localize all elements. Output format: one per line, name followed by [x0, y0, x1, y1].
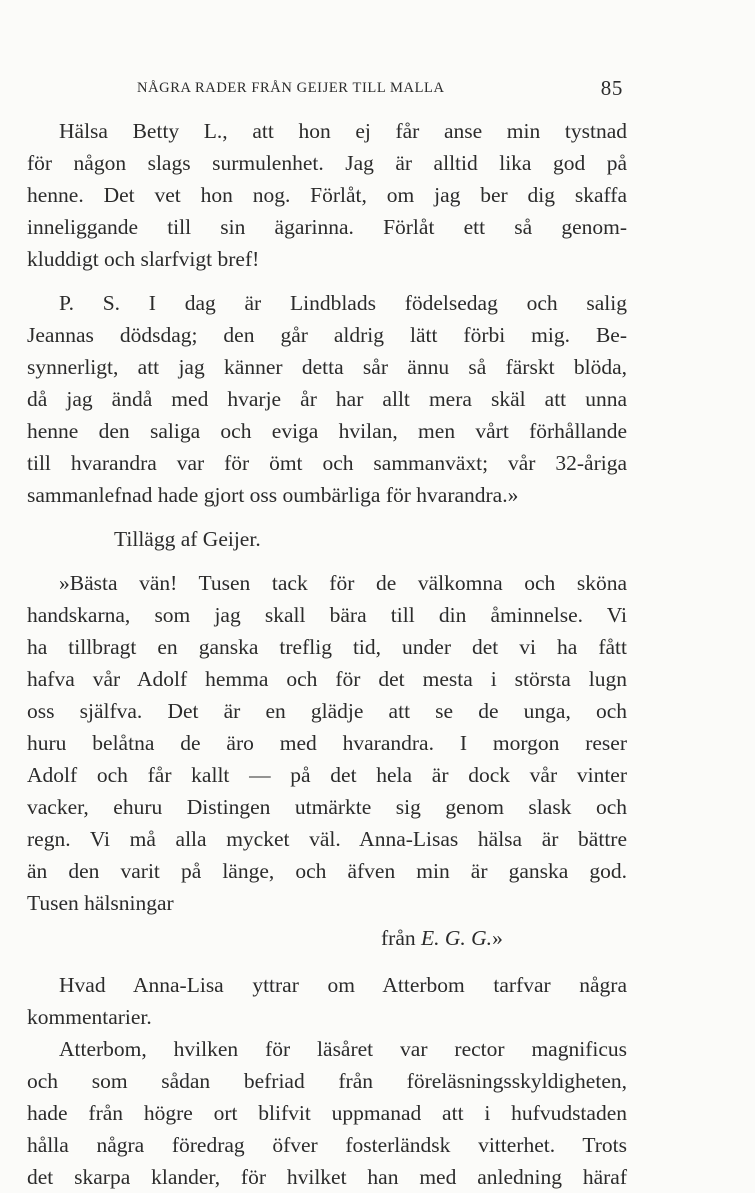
text-line: vacker, ehuru Distingen utmärkte sig genom slask och [27, 795, 627, 819]
text-line: Jeannas dödsdag; den går aldrig lätt förbi mig. Be- [27, 323, 627, 347]
text-line: hålla några föredrag öfver fosterländsk vitterhet. Trots [27, 1133, 627, 1157]
text-line: för någon slags surmulenhet. Jag är alltid lika god på [27, 151, 627, 175]
text-line: kommentarier. [27, 1005, 152, 1029]
page-header [27, 76, 627, 102]
text-line: hade från högre ort blifvit uppmanad att i hufvudstaden [27, 1101, 627, 1125]
text-line: ha tillbragt en ganska treflig tid, under det vi ha fått [27, 635, 627, 659]
signature [27, 919, 627, 957]
text-line: oss själfva. Det är en glädje att se de unga, och [27, 699, 627, 723]
text-line: då jag ändå med hvarje år har allt mera skäl att unna [27, 387, 627, 411]
text-line: det skarpa klander, för hvilket han med anledning häraf [27, 1165, 627, 1189]
page-number: 85 [600, 76, 623, 100]
text-line: Hvad Anna-Lisa yttrar om Atterbom tarfvar några [59, 973, 627, 997]
text-line: än den varit på länge, och äfven min är ganska god. [27, 859, 627, 883]
text-line: och som sådan befriad från föreläsningsskyldigheten, [27, 1069, 627, 1093]
text-line: henne. Det vet hon nog. Förlåt, om jag ber dig skaffa [27, 183, 627, 207]
text-line: synnerligt, att jag känner detta sår ännu så färskt blöda, [27, 355, 627, 379]
running-title: NÅGRA RADER FRÅN GEIJER TILL MALLA [137, 80, 445, 96]
text-line: henne den saliga och eviga hvilan, men vårt förhållande [27, 419, 627, 443]
text-line: Tusen hälsningar [27, 891, 174, 915]
text-line: »Bästa vän! Tusen tack för de välkomna och sköna [59, 571, 627, 595]
text-line: sammanlefnad hade gjort oss oumbärliga för hvarandra.» [27, 483, 519, 507]
text-line: Adolf och får kallt — på det hela är dock vår vinter [27, 763, 627, 787]
text-line: handskarna, som jag skall bära till din åminnelse. Vi [27, 603, 627, 627]
section-heading: Tillägg af Geijer. [114, 527, 261, 551]
text-line: regn. Vi må alla mycket väl. Anna-Lisas hälsa är bättre [27, 827, 627, 851]
signature-closing: » [492, 926, 503, 950]
text-line: Atterbom, hvilken för läsåret var rector magnificus [59, 1037, 627, 1061]
text-line: P. S. I dag är Lindblads födelsedag och salig [59, 291, 627, 315]
text-line: huru belåtna de äro med hvarandra. I morgon reser [27, 731, 627, 755]
text-line: inneliggande till sin ägarinna. Förlåt ett så genom- [27, 215, 627, 239]
text-line: till hvarandra var för ömt och sammanväxt; vår 32-åriga [27, 451, 627, 475]
signature-initials: E. G. G. [421, 926, 493, 950]
signature-prefix: från [381, 926, 416, 950]
body-text [27, 115, 627, 1193]
text-line: hafva vår Adolf hemma och för det mesta i största lugn [27, 667, 627, 691]
text-line: Hälsa Betty L., att hon ej får anse min tystnad [59, 119, 627, 143]
text-line: kluddigt och slarfvigt bref! [27, 247, 260, 271]
